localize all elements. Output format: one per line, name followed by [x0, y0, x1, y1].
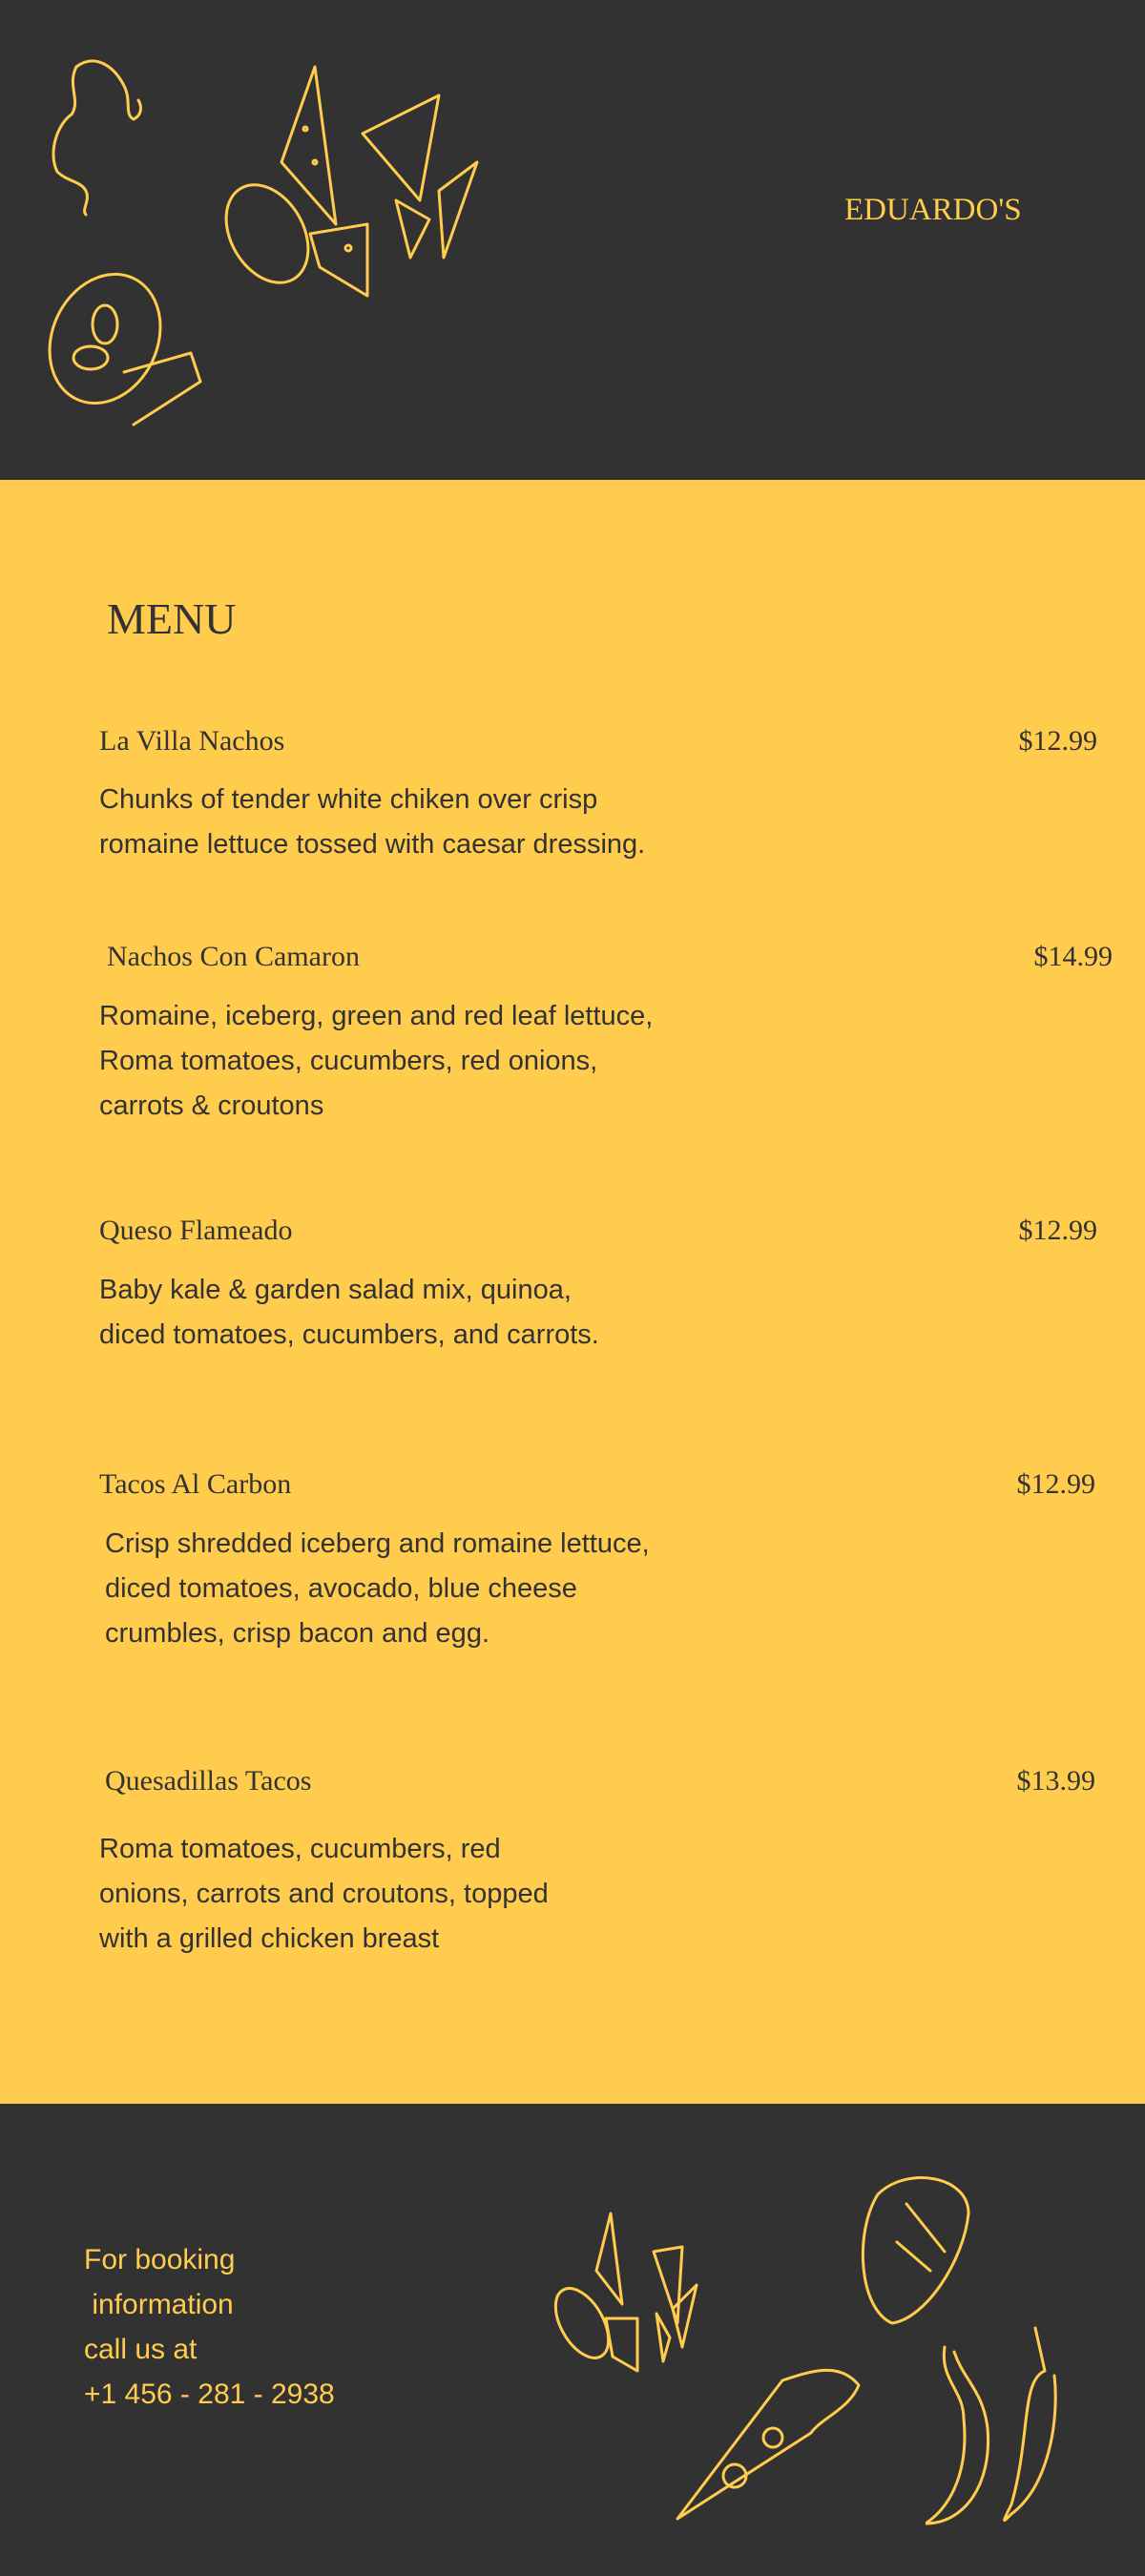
item-price: $12.99 [1018, 725, 1097, 757]
item-price: $14.99 [1033, 941, 1113, 972]
item-description: Crisp shredded iceberg and romaine lettuce, diced tomatoes, avocado, blue cheese crumbles, crisp bacon and egg. [105, 1528, 650, 1649]
booking-line: call us at [84, 2334, 198, 2365]
booking-line: For booking [84, 2244, 236, 2275]
chili-peppers-icon [926, 2323, 1088, 2543]
sugar-skull-icon [48, 258, 210, 429]
item-name: Queso Flameado [99, 1215, 293, 1246]
item-name: Tacos Al Carbon [99, 1468, 292, 1500]
item-price: $12.99 [1018, 1215, 1097, 1246]
booking-info [84, 2237, 335, 2417]
item-name: Nachos Con Camaron [107, 941, 360, 972]
chili-sauce-swirl-icon [29, 48, 153, 229]
item-name: Quesadillas Tacos [105, 1765, 312, 1797]
item-price: $13.99 [1016, 1765, 1095, 1797]
item-description: Roma tomatoes, cucumbers, red onions, carrots and croutons, topped with a grilled chicken breast [99, 1834, 549, 1954]
pizza-slice-icon [668, 2361, 878, 2524]
brand-name: EDUARDO'S [844, 193, 1022, 227]
item-price: $12.99 [1016, 1468, 1095, 1500]
salsa-bowl-icon [224, 177, 377, 301]
nacho-chips-icon [553, 2209, 744, 2380]
item-description: Baby kale & garden salad mix, quinoa, diced tomatoes, cucumbers, and carrots. [99, 1275, 599, 1350]
footer [0, 2104, 1145, 2576]
header [0, 0, 1145, 480]
item-description: Chunks of tender white chiken over crisp romaine lettuce tossed with caesar dressing. [99, 784, 646, 860]
item-description: Romaine, iceberg, green and red leaf lettuce, Roma tomatoes, cucumbers, red onions, carrots & croutons [99, 1001, 654, 1121]
taco-icon [840, 2166, 983, 2333]
item-name: La Villa Nachos [99, 725, 285, 757]
phone-number[interactable]: +1 456 - 281 - 2938 [84, 2379, 335, 2410]
menu-title: MENU [107, 594, 237, 643]
booking-line: information [84, 2289, 234, 2320]
